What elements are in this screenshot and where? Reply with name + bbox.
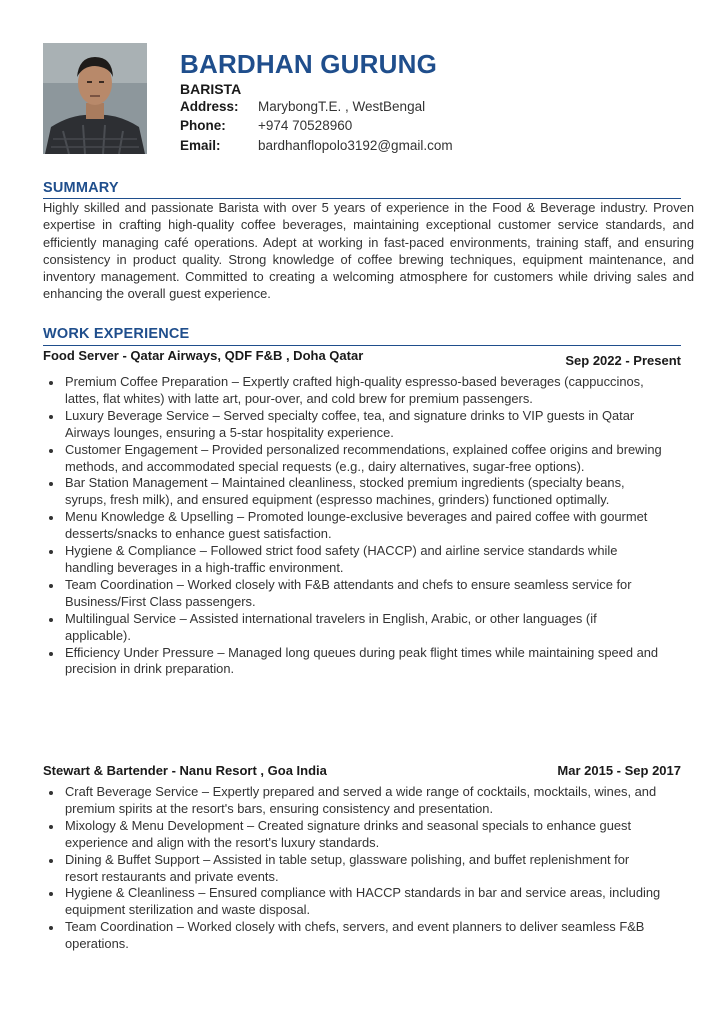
experience-heading: WORK EXPERIENCE [43,326,190,342]
bullet-icon [49,516,53,520]
bullet-text: Multilingual Service – Assisted international travelers in English, Arabic, or other languages (if applicable). [65,610,597,643]
bullet-text: Dining & Buffet Support – Assisted in table setup, glassware polishing, and buffet replenishment for resort restaurants and private events. [65,851,630,884]
bullet-text: Mixology & Menu Development – Created signature drinks and seasonal specials to enhance guest experience and align with the resort's luxury standards. [65,817,632,850]
job-dates: Mar 2015 - Sep 2017 [557,763,681,778]
bullet-icon [49,926,53,930]
job-title: Food Server - Qatar Airways, QDF F&B , Doha Qatar [43,348,364,363]
bullet-text: Menu Knowledge & Upselling – Promoted lounge-exclusive beverages and paired coffee with gourmet desserts/snacks to enhance guest satisfaction. [65,509,648,542]
list-item [43,577,663,611]
bullet-icon [49,791,53,795]
experience-divider [43,345,681,346]
contact-label: Phone: [180,118,226,133]
bullet-icon [49,550,53,554]
list-item [43,475,663,509]
person-silhouette-icon [43,43,147,154]
bullet-text: Hygiene & Cleanliness – Ensured compliance with HACCP standards in bar and service areas, including equipment sterilization and waste disposal. [65,885,661,918]
contact-address [180,99,425,114]
bullet-text: Bar Station Management – Maintained cleanliness, stocked premium ingredients (specialty beans, syrups, fresh milk), and ensured equipment (espresso machines, grinders) functioned optimally. [65,475,625,508]
bullet-icon [49,449,53,453]
list-item [43,818,663,852]
bullet-text: Hygiene & Compliance – Followed strict food safety (HACCP) and airline service standards while handling beverages in a high-traffic environment. [65,543,618,575]
bullet-icon [49,482,53,486]
bullet-text: Luxury Beverage Service – Served specialty coffee, tea, and signature drinks to VIP guests in Qatar Airways lounges, ensuring a 5-star hospitality experience. [65,407,635,440]
job-title: Stewart & Bartender - Nanu Resort , Goa India [43,763,327,778]
bullet-text: Customer Engagement – Provided personalized recommendations, explained coffee origins and brewing methods, and accommodated special requests (e.g., dairy alternatives, sugar-free options). [65,441,662,474]
bullet-icon [49,584,53,588]
bullet-icon [49,859,53,863]
job-dates: Sep 2022 - Present [565,353,681,368]
list-item [43,885,663,919]
list-item [43,442,663,476]
job-bullets [43,784,663,953]
list-item [43,374,663,408]
job-bullets [43,374,663,678]
list-item [43,408,663,442]
list-item [43,543,663,577]
bullet-icon [49,381,53,385]
list-item [43,784,663,818]
bullet-icon [49,652,53,656]
contact-phone [180,118,352,133]
list-item [43,645,663,679]
bullet-text: Efficiency Under Pressure – Managed long queues during peak flight times while maintaining speed and precision in drink preparation. [65,644,659,677]
bullet-icon [49,892,53,896]
contact-value: +974 70528960 [258,118,353,133]
bullet-text: Craft Beverage Service – Expertly prepared and served a wide range of cocktails, mocktails, wines, and premium spirits at the resort's bars, ensuring consistency and presentation. [65,784,657,816]
list-item [43,852,663,886]
candidate-title: BARISTA [180,81,242,97]
bullet-text: Team Coordination – Worked closely with chefs, servers, and event planners to deliver seamless F&B operations. [65,919,645,952]
contact-email [180,138,453,153]
contact-value: MarybongT.E. , WestBengal [258,99,426,114]
contact-label: Email: [180,138,221,153]
summary-text: Highly skilled and passionate Barista with over 5 years of experience in the Food & Beverage industry. Proven expertise in crafting high-quality coffee beverages, maintaining exceptional customer service standards, and efficiently managing café operations. Adept at working in fast-paced environments, training staff, and ensuring consistency in product quality. Strong knowledge of coffee brewing techniques, equipment maintenance, and inventory management. Committed to creating a welcoming atmosphere for customers while driving sales and enhancing the overall guest experience. [43,200,694,302]
bullet-icon [49,415,53,419]
list-item [43,919,663,953]
contact-value: bardhanflopolo3192@gmail.com [258,138,453,153]
candidate-name: BARDHAN GURUNG [180,49,438,79]
bullet-text: Premium Coffee Preparation – Expertly crafted high-quality espresso-based beverages (cappuccinos, lattes, flat whites) with latte art, pour-over, and cold brew for premium passengers. [65,374,644,406]
bullet-text: Team Coordination – Worked closely with F&B attendants and chefs to ensure seamless service for Business/First Class passengers. [65,576,632,609]
bullet-icon [49,825,53,829]
profile-photo [43,43,147,154]
bullet-icon [49,618,53,622]
contact-label: Address: [180,99,239,114]
list-item [43,509,663,543]
list-item [43,611,663,645]
summary-heading: SUMMARY [43,180,119,196]
